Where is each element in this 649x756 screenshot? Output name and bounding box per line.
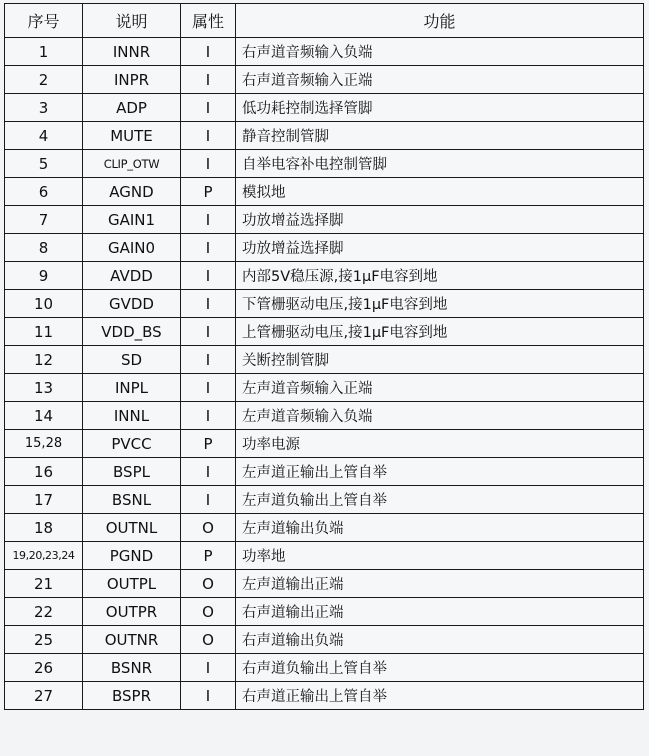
pin-attr-cell: I — [181, 150, 236, 178]
pin-attr-cell: I — [181, 374, 236, 402]
pin-attr-cell: P — [181, 430, 236, 458]
pin-function-cell: 上管栅驱动电压,接1μF电容到地 — [236, 318, 644, 346]
pin-attr-cell: I — [181, 290, 236, 318]
pin-name-cell: PGND — [83, 542, 181, 570]
pin-name-cell: SD — [83, 346, 181, 374]
pin-attr-cell: I — [181, 318, 236, 346]
pin-name-cell: BSNR — [83, 654, 181, 682]
pin-attr-cell: I — [181, 458, 236, 486]
pin-function-cell: 左声道音频输入正端 — [236, 374, 644, 402]
pin-name-cell: INNR — [83, 38, 181, 66]
pin-name-cell: AGND — [83, 178, 181, 206]
table-row — [5, 38, 644, 66]
pin-function-cell: 功率地 — [236, 542, 644, 570]
pin-index-cell: 27 — [5, 682, 83, 710]
table-row — [5, 542, 644, 570]
pin-attr-cell: I — [181, 122, 236, 150]
table-row — [5, 486, 644, 514]
pin-attr-cell: I — [181, 234, 236, 262]
pin-attr-cell: I — [181, 682, 236, 710]
table-header-row — [5, 4, 644, 38]
pin-index-cell: 6 — [5, 178, 83, 206]
pin-function-cell: 下管栅驱动电压,接1μF电容到地 — [236, 290, 644, 318]
pin-function-cell: 左声道负输出上管自举 — [236, 486, 644, 514]
pin-name-cell: AVDD — [83, 262, 181, 290]
pin-index-cell: 21 — [5, 570, 83, 598]
table-row — [5, 66, 644, 94]
pin-index-cell: 18 — [5, 514, 83, 542]
table-row — [5, 206, 644, 234]
table-row — [5, 318, 644, 346]
pin-function-cell: 右声道音频输入正端 — [236, 66, 644, 94]
pin-index-cell: 11 — [5, 318, 83, 346]
pin-attr-cell: I — [181, 402, 236, 430]
pin-index-cell: 15,28 — [5, 430, 83, 458]
pin-name-cell: OUTNL — [83, 514, 181, 542]
pin-name-cell: OUTPR — [83, 598, 181, 626]
table-row — [5, 458, 644, 486]
pin-index-cell: 25 — [5, 626, 83, 654]
pin-index-cell: 13 — [5, 374, 83, 402]
table-row — [5, 178, 644, 206]
pin-name-cell: PVCC — [83, 430, 181, 458]
pin-function-cell: 右声道负输出上管自举 — [236, 654, 644, 682]
pin-attr-cell: I — [181, 66, 236, 94]
pin-index-cell: 1 — [5, 38, 83, 66]
pin-attr-cell: O — [181, 570, 236, 598]
header-func: 功能 — [236, 4, 644, 38]
table-row — [5, 94, 644, 122]
pin-index-cell: 12 — [5, 346, 83, 374]
pin-name-cell: VDD_BS — [83, 318, 181, 346]
table-row — [5, 290, 644, 318]
pin-attr-cell: P — [181, 178, 236, 206]
pin-function-cell: 右声道输出负端 — [236, 626, 644, 654]
table-row — [5, 430, 644, 458]
pin-attr-cell: I — [181, 262, 236, 290]
table-row — [5, 570, 644, 598]
pin-name-cell: INNL — [83, 402, 181, 430]
pin-name-cell: BSPL — [83, 458, 181, 486]
pin-attr-cell: I — [181, 654, 236, 682]
pin-attr-cell: O — [181, 598, 236, 626]
pin-function-cell: 功率电源 — [236, 430, 644, 458]
pin-name-cell: BSPR — [83, 682, 181, 710]
pin-attr-cell: I — [181, 206, 236, 234]
pin-function-cell: 右声道输出正端 — [236, 598, 644, 626]
pin-function-cell: 左声道输出正端 — [236, 570, 644, 598]
pin-index-cell: 26 — [5, 654, 83, 682]
pin-name-cell: GVDD — [83, 290, 181, 318]
pin-function-cell: 自举电容补电控制管脚 — [236, 150, 644, 178]
table-row — [5, 122, 644, 150]
pin-attr-cell: I — [181, 486, 236, 514]
pin-index-cell: 19,20,23,24 — [5, 542, 83, 570]
pin-name-cell: BSNL — [83, 486, 181, 514]
pin-name-cell: GAIN1 — [83, 206, 181, 234]
table-row — [5, 654, 644, 682]
pin-name-cell: ADP — [83, 94, 181, 122]
header-index: 序号 — [5, 4, 83, 38]
pin-function-cell: 关断控制管脚 — [236, 346, 644, 374]
pin-index-cell: 16 — [5, 458, 83, 486]
table-row — [5, 626, 644, 654]
pin-function-cell: 左声道输出负端 — [236, 514, 644, 542]
table-row — [5, 374, 644, 402]
table-row — [5, 346, 644, 374]
pin-definition-table — [4, 3, 644, 710]
pin-index-cell: 22 — [5, 598, 83, 626]
pin-name-cell: OUTPL — [83, 570, 181, 598]
pin-attr-cell: O — [181, 514, 236, 542]
pin-index-cell: 10 — [5, 290, 83, 318]
pin-function-cell: 低功耗控制选择管脚 — [236, 94, 644, 122]
pin-function-cell: 右声道音频输入负端 — [236, 38, 644, 66]
pin-index-cell: 17 — [5, 486, 83, 514]
pin-function-cell: 左声道音频输入负端 — [236, 402, 644, 430]
pin-name-cell: CLIP_OTW — [83, 150, 181, 178]
table-row — [5, 598, 644, 626]
pin-function-cell: 内部5V稳压源,接1μF电容到地 — [236, 262, 644, 290]
table-row — [5, 682, 644, 710]
table-row — [5, 234, 644, 262]
pin-name-cell: INPR — [83, 66, 181, 94]
header-desc: 说明 — [83, 4, 181, 38]
table-row — [5, 150, 644, 178]
pin-index-cell: 7 — [5, 206, 83, 234]
pin-index-cell: 5 — [5, 150, 83, 178]
pin-attr-cell: O — [181, 626, 236, 654]
table-row — [5, 514, 644, 542]
pin-index-cell: 3 — [5, 94, 83, 122]
pin-function-cell: 模拟地 — [236, 178, 644, 206]
pin-index-cell: 2 — [5, 66, 83, 94]
pin-index-cell: 14 — [5, 402, 83, 430]
pin-index-cell: 8 — [5, 234, 83, 262]
pin-name-cell: INPL — [83, 374, 181, 402]
pin-name-cell: GAIN0 — [83, 234, 181, 262]
pin-attr-cell: I — [181, 94, 236, 122]
pin-function-cell: 左声道正输出上管自举 — [236, 458, 644, 486]
pin-index-cell: 4 — [5, 122, 83, 150]
table-row — [5, 402, 644, 430]
header-attr: 属性 — [181, 4, 236, 38]
pin-function-cell: 功放增益选择脚 — [236, 206, 644, 234]
pin-index-cell: 9 — [5, 262, 83, 290]
pin-name-cell: OUTNR — [83, 626, 181, 654]
pin-function-cell: 右声道正输出上管自举 — [236, 682, 644, 710]
pin-attr-cell: P — [181, 542, 236, 570]
table-row — [5, 262, 644, 290]
pin-name-cell: MUTE — [83, 122, 181, 150]
pin-function-cell: 静音控制管脚 — [236, 122, 644, 150]
pin-attr-cell: I — [181, 38, 236, 66]
pin-function-cell: 功放增益选择脚 — [236, 234, 644, 262]
pin-attr-cell: I — [181, 346, 236, 374]
